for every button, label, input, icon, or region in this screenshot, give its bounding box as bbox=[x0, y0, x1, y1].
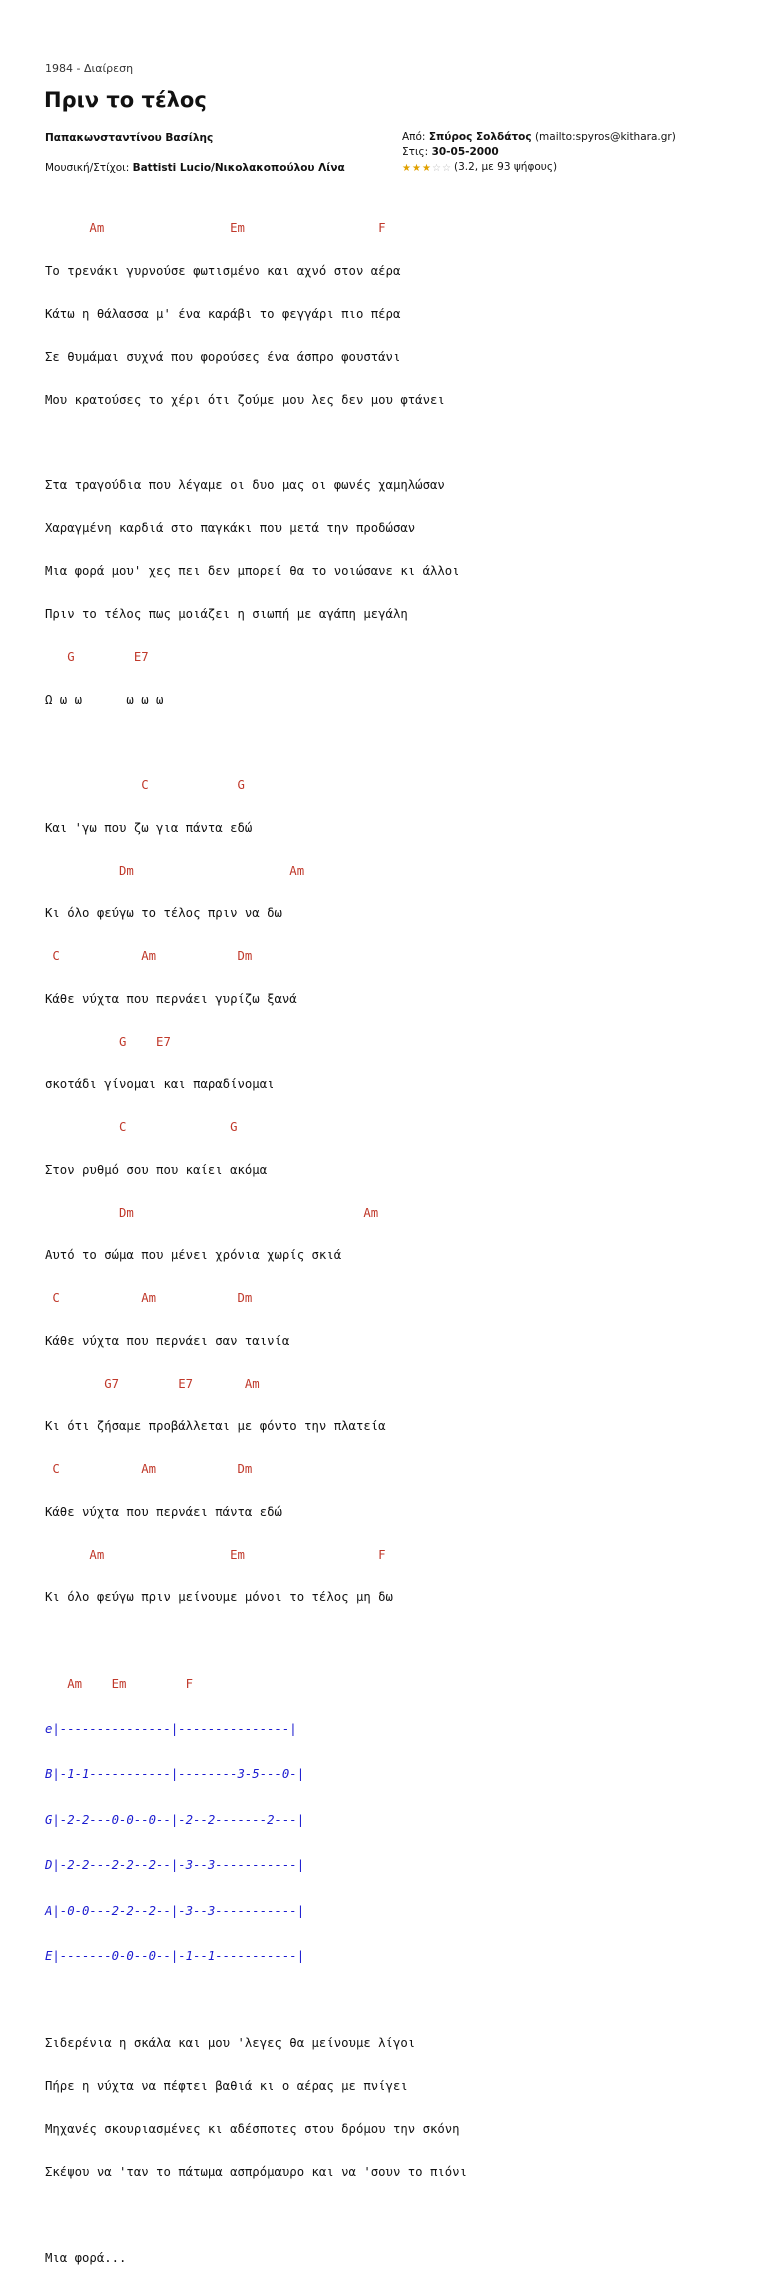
lyric-line: Κι όλο φεύγω το τέλος πριν να δω bbox=[45, 906, 282, 920]
chord-line: C Am Dm bbox=[45, 1291, 253, 1305]
credits-value[interactable]: Battisti Lucio/Νικολακοπούλου Λίνα bbox=[132, 162, 345, 174]
line-spacer bbox=[45, 1994, 467, 2009]
chord-line: Dm Am bbox=[45, 863, 305, 878]
chord-line: G7 E7 Am bbox=[45, 1376, 260, 1391]
lyric-line: Στον ρυθμό σου που καίει ακόμα bbox=[45, 1162, 268, 1177]
star-icon[interactable]: ★ bbox=[422, 163, 431, 174]
song-title: Πριν το τέλος bbox=[44, 88, 207, 112]
song-meta bbox=[45, 130, 345, 176]
lyric-line: Πήρε η νύχτα να πέφτει βαθιά κι ο αέρας με πνίγει bbox=[45, 2079, 408, 2093]
rating-line bbox=[402, 160, 742, 176]
date-label: Στις: bbox=[402, 146, 429, 158]
lyrics-sheet bbox=[45, 193, 467, 2294]
artist-name[interactable]: Παπακωνσταντίνου Βασίλης bbox=[45, 132, 214, 144]
chord-line: C Am Dm bbox=[45, 949, 253, 963]
star-icon[interactable]: ★ bbox=[402, 163, 411, 174]
lyric-line: Στα τραγούδια που λέγαμε οι δυο μας οι φωνές χαμηλώσαν bbox=[45, 478, 445, 492]
lyric-line: Σε θυμάμαι συχνά που φορούσες ένα άσπρο φουστάνι bbox=[45, 349, 401, 364]
star-empty-icon[interactable]: ☆ bbox=[442, 163, 451, 174]
chord-line: Dm Am bbox=[45, 1205, 379, 1220]
submitter-email-link[interactable]: (mailto:spyros@kithara.gr) bbox=[534, 131, 676, 143]
tab-string-d: D|-2-2---2-2--2--|-3--3-----------| bbox=[45, 1858, 305, 1872]
star-empty-icon[interactable]: ☆ bbox=[432, 163, 441, 174]
chord-line: G E7 bbox=[45, 650, 149, 664]
line-spacer bbox=[45, 736, 467, 751]
credits-label: Μουσική/Στίχοι: bbox=[45, 162, 130, 174]
lyric-line: Μια φορά μου' χες πει δεν μπορεί θα το νοιώσανε κι άλλοι bbox=[45, 564, 460, 578]
lyric-line: Κάθε νύχτα που περνάει γυρίζω ξανά bbox=[45, 991, 297, 1006]
chord-line: C G bbox=[45, 778, 245, 792]
chord-line: C Am Dm bbox=[45, 1462, 253, 1476]
date-line bbox=[402, 145, 742, 160]
lyric-line: Σιδερένια η σκάλα και μου 'λεγες θα μείνουμε λίγοι bbox=[45, 2036, 416, 2050]
submission-meta bbox=[402, 130, 742, 176]
lyric-line: Αυτό το σώμα που μένει χρόνια χωρίς σκιά bbox=[45, 1248, 342, 1262]
lyric-line: Κι ότι ζήσαμε προβάλλεται με φόντο την πλατεία bbox=[45, 1419, 386, 1433]
tab-chord-line: Am Em F bbox=[45, 1676, 194, 1691]
chord-line: Am Em F bbox=[45, 1547, 386, 1562]
tab-string-g: G|-2-2---0-0--0--|-2--2-------2---| bbox=[45, 1812, 305, 1827]
tab-string-a: A|-0-0---2-2--2--|-3--3-----------| bbox=[45, 1903, 305, 1918]
lyric-line: Κάθε νύχτα που περνάει πάντα εδώ bbox=[45, 1504, 282, 1519]
submitted-by-line bbox=[402, 130, 742, 145]
lyric-line: Πριν το τέλος πως μοιάζει η σιωπή με αγάπη μεγάλη bbox=[45, 607, 408, 621]
lyric-line: Χαραγμένη καρδιά στο παγκάκι που μετά την προδώσαν bbox=[45, 521, 416, 535]
lyric-line: Το τρενάκι γυρνούσε φωτισμένο και αχνό στον αέρα bbox=[45, 263, 401, 278]
lyric-line: Κάθε νύχτα που περνάει σαν ταινία bbox=[45, 1333, 290, 1348]
chord-line: Am Em F bbox=[45, 221, 386, 235]
album-breadcrumb[interactable]: 1984 - Διαίρεση bbox=[45, 62, 134, 75]
chord-line: G E7 bbox=[45, 1034, 171, 1049]
date-value: 30-05-2000 bbox=[431, 146, 499, 158]
credits-line bbox=[45, 160, 345, 176]
rating-text: (3.2, με 93 ψήφους) bbox=[454, 161, 558, 173]
star-icon[interactable]: ★ bbox=[412, 163, 421, 174]
lyric-line: Μια φορά... bbox=[45, 2250, 127, 2265]
lyric-line: Σκέψου να 'ταν το πάτωμα ασπρόμαυρο και να 'σουν το πιόνι bbox=[45, 2165, 467, 2179]
submitter-name: Σπύρος Σολδάτος bbox=[428, 131, 532, 143]
tab-string-low-e: E|-------0-0--0--|-1--1-----------| bbox=[45, 1949, 305, 1963]
lyric-line: Μου κρατούσες το χέρι ότι ζούμε μου λες δεν μου φτάνει bbox=[45, 392, 445, 407]
from-label: Από: bbox=[402, 131, 426, 143]
lyric-line: Κάτω η θάλασσα μ' ένα καράβι το φεγγάρι πιο πέρα bbox=[45, 306, 401, 321]
lyric-line: Μηχανές σκουριασμένες κι αδέσποτες στου δρόμου την σκόνη bbox=[45, 2122, 460, 2136]
tab-string-b: B|-1-1-----------|--------3-5---0-| bbox=[45, 1767, 305, 1781]
line-spacer bbox=[45, 436, 467, 451]
lyric-line: Κι όλο φεύγω πριν μείνουμε μόνοι το τέλος μη δω bbox=[45, 1590, 393, 1604]
tab-string-e: e|---------------|---------------| bbox=[45, 1721, 297, 1736]
chord-line: C G bbox=[45, 1120, 238, 1134]
lyric-line: Ω ω ω ω ω ω bbox=[45, 692, 164, 707]
lyric-line: Και 'γω που ζω για πάντα εδώ bbox=[45, 820, 253, 835]
line-spacer bbox=[45, 2208, 467, 2223]
lyric-line: σκοτάδι γίνομαι και παραδίνομαι bbox=[45, 1077, 275, 1091]
line-spacer bbox=[45, 1633, 467, 1648]
rating-stars[interactable] bbox=[402, 161, 452, 176]
